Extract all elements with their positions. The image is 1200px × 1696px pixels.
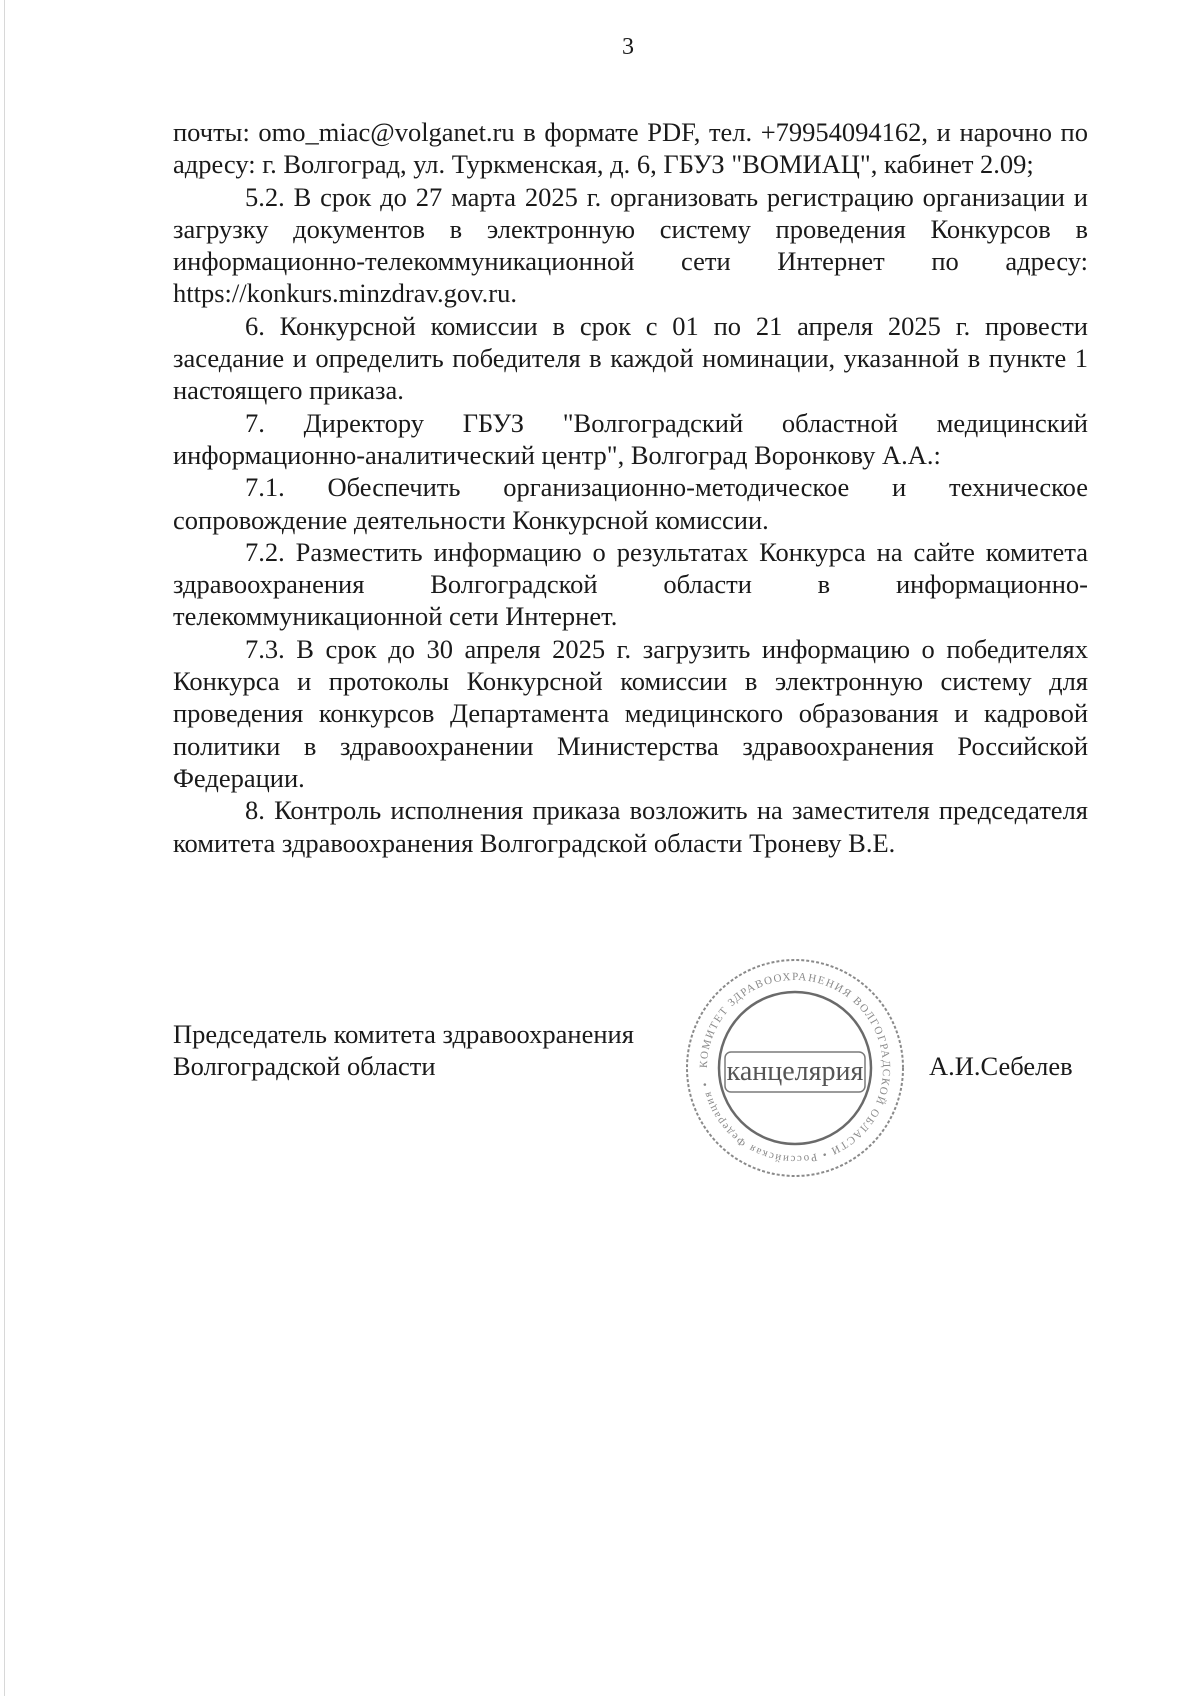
stamp-center-text: канцелярия <box>726 1056 864 1087</box>
official-stamp <box>683 956 907 1180</box>
page-number: 3 <box>622 34 634 60</box>
paragraph-8: 8. Контроль исполнения приказа возложить на заместителя председателя комитета здравоохранения Волгоградской области Троневу В.Е. <box>173 795 1088 858</box>
paragraph-7-1: 7.1. Обеспечить организационно-методическое и техническое сопровождение деятельности Конкурсной комиссии. <box>173 472 1088 535</box>
scan-edge-line <box>4 0 5 1696</box>
document-body <box>173 116 1088 859</box>
paragraph-6: 6. Конкурсной комиссии в срок с 01 по 21 апреля 2025 г. провести заседание и определить победителя в каждой номинации, указанной в пункте 1 настоящего приказа. <box>173 310 1088 406</box>
paragraph-7-3: 7.3. В срок до 30 апреля 2025 г. загрузить информацию о победителях Конкурса и протоколы Конкурсной комиссии в электронную систему для проведения конкурсов Департамента медицинского образования и кадровой политики в здравоохранении Министерства здравоохранения Российской Федерации. <box>173 633 1088 793</box>
signer-title <box>173 1018 693 1083</box>
signer-title-line2: Волгоградской области <box>173 1051 436 1082</box>
paragraph-contact-continuation: почты: omo_miac@volganet.ru в формате PDF, тел. +79954094162, и нарочно по адресу: г. Волгоград, ул. Туркменская, д. 6, ГБУЗ "ВОМИАЦ", кабинет 2.09; <box>173 117 1088 180</box>
signer-title-line1: Председатель комитета здравоохранения <box>173 1019 634 1049</box>
paragraph-7: 7. Директору ГБУЗ "Волгоградский областной медицинский информационно-аналитический центр", Волгоград Воронкову А.А.: <box>173 407 1088 470</box>
stamp-ring-textpath: КОМИТЕТ ЗДРАВООХРАНЕНИЯ ВОЛГОГРАДСКОЙ ОБЛАСТИ • Российская Федерация • <box>697 970 893 1166</box>
signer-name: А.И.Себелев <box>929 1051 1073 1081</box>
paragraph-5-2: 5.2. В срок до 27 марта 2025 г. организовать регистрацию организации и загрузку документов в электронную систему проведения Конкурсов в информационно-телекоммуникационной сети Интернет по адресу: https://konkurs.minzdrav.gov.ru. <box>173 181 1088 309</box>
paragraph-7-2: 7.2. Разместить информацию о результатах Конкурса на сайте комитета здравоохранения Волгоградской области в информационно-телекоммуникационной сети Интернет. <box>173 536 1088 632</box>
